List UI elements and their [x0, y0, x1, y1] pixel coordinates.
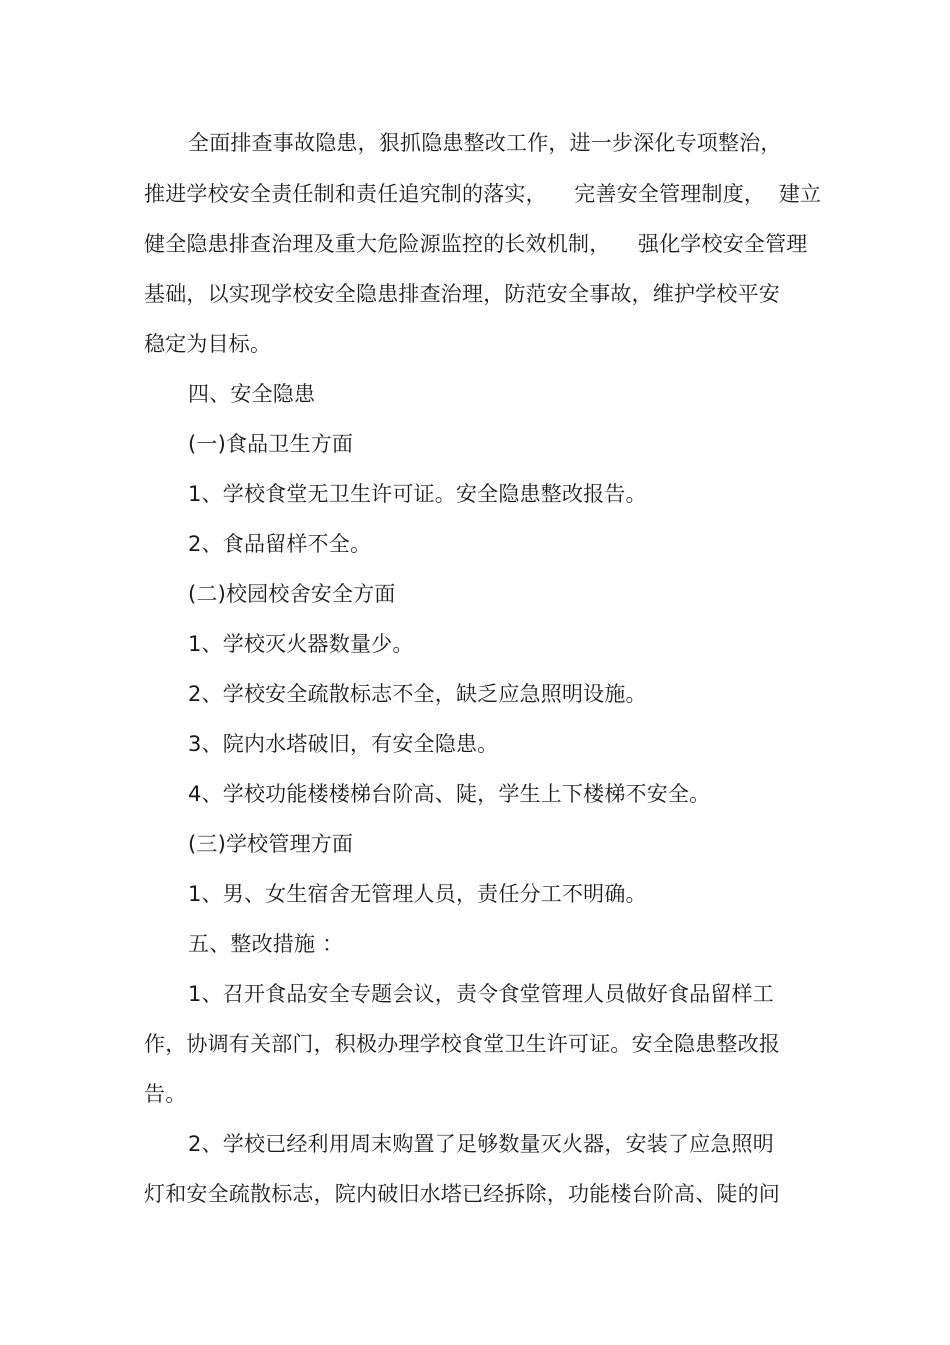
list-item: 2、学校安全疏散标志不全，缺乏应急照明设施。: [188, 682, 647, 706]
paragraph-line: 灯和安全疏散标志，院内破旧水塔已经拆除，功能楼台阶高、陡的问: [144, 1182, 780, 1206]
subsection-heading: (三)学校管理方面: [188, 832, 354, 856]
list-item: 1、学校灭火器数量少。: [188, 632, 414, 656]
subsection-heading: (一)食品卫生方面: [188, 432, 354, 456]
paragraph-line: 2、学校已经利用周末购置了足够数量灭火器，安装了应急照明: [188, 1132, 774, 1156]
paragraph-line: 1、召开食品安全专题会议，责令食堂管理人员做好食品留样工: [188, 982, 774, 1006]
paragraph-line: 作，协调有关部门，积极办理学校食堂卫生许可证。安全隐患整改报: [144, 1032, 780, 1056]
list-item: 3、院内水塔破旧，有安全隐患。: [188, 732, 499, 756]
paragraph-line: 全面排查事故隐患，狠抓隐患整改工作，进一步深化专项整治，: [188, 131, 782, 155]
paragraph-line: 推进学校安全责任制和责任追究制的落实， 完善安全管理制度， 建立: [144, 182, 822, 206]
list-item: 4、学校功能楼楼梯台阶高、陡，学生上下楼梯不安全。: [188, 782, 711, 806]
subsection-heading: (二)校园校舍安全方面: [188, 582, 396, 606]
list-item: 2、食品留样不全。: [188, 532, 372, 556]
paragraph-line: 稳定为目标。: [144, 332, 272, 356]
list-item: 1、男、女生宿舍无管理人员，责任分工不明确。: [188, 882, 647, 906]
list-item: 1、学校食堂无卫生许可证。安全隐患整改报告。: [188, 482, 647, 506]
paragraph-line: 健全隐患排查治理及重大危险源监控的长效机制， 强化学校安全管理: [144, 232, 808, 256]
section-heading: 五、整改措施 ：: [188, 932, 344, 956]
section-heading: 四、安全隐患: [188, 382, 316, 406]
paragraph-line: 基础，以实现学校安全隐患排查治理，防范安全事故，维护学校平安: [144, 282, 780, 306]
paragraph-line: 告。: [144, 1082, 187, 1106]
